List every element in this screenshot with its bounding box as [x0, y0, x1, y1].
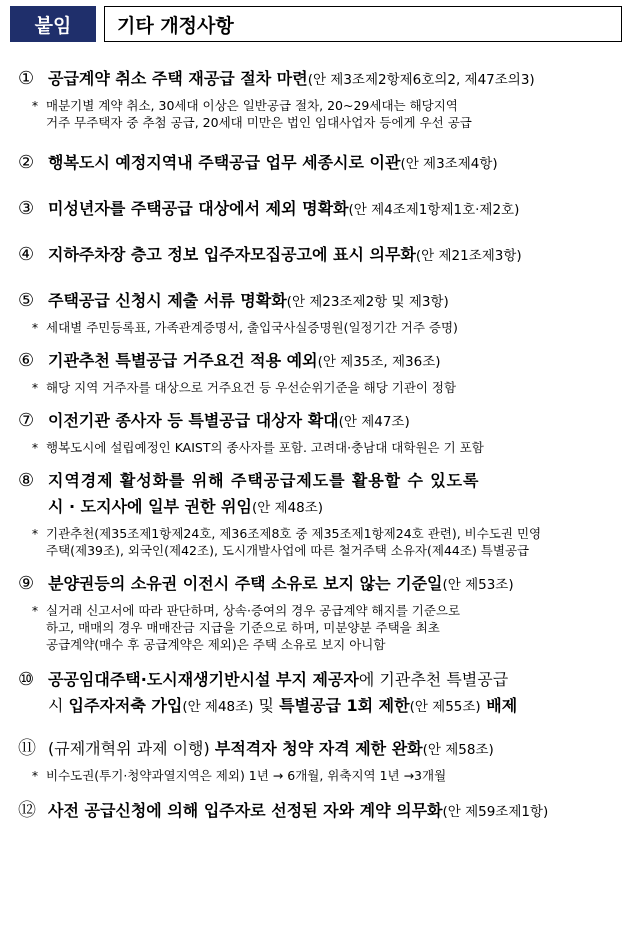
item-title: 분양권등의 소유권 이전시 주택 소유로 보지 않는 기준일(안 제53조) [48, 574, 514, 593]
item-title: 지하주차장 층고 정보 입주자모집공고에 표시 의무화(안 제21조제3항) [48, 245, 522, 264]
item-title: 행복도시 예정지역내 주택공급 업무 세종시로 이관(안 제3조제4항) [48, 153, 498, 172]
item-number: ⑩ [18, 669, 35, 690]
item-note: * 매분기별 계약 취소, 30세대 이상은 일반공급 절차, 20~29세대는 해당지역 거주 무주택자 중 추첨 공급, 20세대 미만은 법인 임대사업자 등에게 우선 공급 [18, 97, 624, 131]
item-reference: (안 제3조제2항제6호의2, 제47조의3) [307, 72, 535, 88]
list-item [18, 468, 624, 559]
item-reference: (안 제4조제1항제1호·제2호) [348, 202, 520, 218]
list-item [18, 667, 624, 720]
item-title: 공급계약 취소 주택 재공급 절차 마련(안 제3조제2항제6호의2, 제47조의3) [48, 69, 535, 88]
note-marker: * [31, 98, 39, 113]
item-note: * 세대별 주민등록표, 가족관계증명서, 출입국사실증명원(일정기간 거주 증명) [18, 319, 624, 336]
list-item [18, 571, 624, 653]
note-marker: * [31, 320, 39, 335]
list-item [18, 196, 624, 223]
note-marker: * [31, 526, 39, 541]
attachment-badge: 붙임 [10, 6, 96, 42]
item-title: 지역경제 활성화를 위해 주택공급제도를 활용할 수 있도록 시 · 도지사에 일부 권한 위임(안 제48조) [48, 471, 480, 516]
item-reference: (안 제59조제1항) [442, 804, 549, 820]
item-number: ⑨ [18, 573, 35, 594]
amendment-list [18, 66, 624, 825]
section-header [10, 6, 622, 42]
note-marker: * [31, 768, 39, 783]
item-reference: (안 제21조제3항) [415, 248, 522, 264]
item-note: * 실거래 신고서에 따라 판단하며, 상속·증여의 경우 공급계약 해지를 기준으로 하고, 매매의 경우 매매잔금 지급을 기준으로 하며, 미분양분 주택을 최초 공급계약(매수 후 공급계약은 제외)은 주택 소유로 보지 아니함 [18, 602, 624, 653]
item-reference: (안 제58조) [422, 742, 494, 758]
item-reference: (안 제55조) [409, 699, 481, 715]
item-title: (규제개혁위 과제 이행) 부적격자 청약 자격 제한 완화(안 제58조) [48, 739, 494, 758]
item-title: 주택공급 신청시 제출 서류 명확화(안 제23조제2항 및 제3항) [48, 291, 449, 310]
item-title: 공공임대주택·도시재생기반시설 부지 제공자에 기관추천 특별공급 시 입주자저축 가입(안 제48조) 및 특별공급 1회 제한(안 제55조) 배제 [48, 670, 518, 715]
item-number: ⑧ [18, 470, 35, 491]
item-reference: (안 제48조) [182, 699, 254, 715]
item-note: * 비수도권(투기·청약과열지역은 제외) 1년 → 6개월, 위축지역 1년 →3개월 [18, 767, 624, 784]
item-number: ④ [18, 244, 35, 265]
list-item [18, 736, 624, 784]
item-title: 이전기관 종사자 등 특별공급 대상자 확대(안 제47조) [48, 411, 410, 430]
item-reference: (안 제23조제2항 및 제3항) [286, 294, 449, 310]
item-number: ⑥ [18, 350, 35, 371]
item-reference: (안 제35조, 제36조) [317, 354, 441, 370]
section-title: 기타 개정사항 [104, 6, 622, 42]
note-marker: * [31, 440, 39, 455]
list-item [18, 66, 624, 131]
item-title: 사전 공급신청에 의해 입주자로 선정된 자와 계약 의무화(안 제59조제1항) [48, 801, 549, 820]
item-reference: (안 제48조) [251, 500, 324, 516]
list-item [18, 348, 624, 396]
list-item [18, 242, 624, 269]
item-number: ⑦ [18, 410, 35, 431]
item-title: 기관추천 특별공급 거주요건 적용 예외(안 제35조, 제36조) [48, 351, 441, 370]
list-item [18, 798, 624, 825]
list-item [18, 150, 624, 177]
item-reference: (안 제3조제4항) [400, 156, 498, 172]
item-title: 미성년자를 주택공급 대상에서 제외 명확화(안 제4조제1항제1호·제2호) [48, 199, 520, 218]
item-note: * 기관추천(제35조제1항제24호, 제36조제8호 중 제35조제1항제24호 관련), 비수도권 민영 주택(제39조), 외국인(제42조), 도시개발사업에 따른 철거주택 소유자(제44조) 특별공급 [18, 525, 624, 559]
item-note: * 해당 지역 거주자를 대상으로 거주요건 등 우선순위기준을 해당 기관이 정함 [18, 379, 624, 396]
item-number: ③ [18, 198, 35, 219]
list-item [18, 408, 624, 456]
item-note: * 행복도시에 설립예정인 KAIST의 종사자를 포함. 고려대·충남대 대학원은 기 포함 [18, 439, 624, 456]
note-marker: * [31, 380, 39, 395]
item-number: ⑫ [18, 800, 36, 821]
note-marker: * [31, 603, 39, 618]
item-reference: (안 제53조) [442, 577, 514, 593]
item-reference: (안 제47조) [338, 414, 410, 430]
item-number: ① [18, 68, 35, 89]
item-number: ⑤ [18, 290, 35, 311]
item-number: ② [18, 152, 35, 173]
list-item [18, 288, 624, 336]
item-number: ⑪ [18, 738, 36, 759]
